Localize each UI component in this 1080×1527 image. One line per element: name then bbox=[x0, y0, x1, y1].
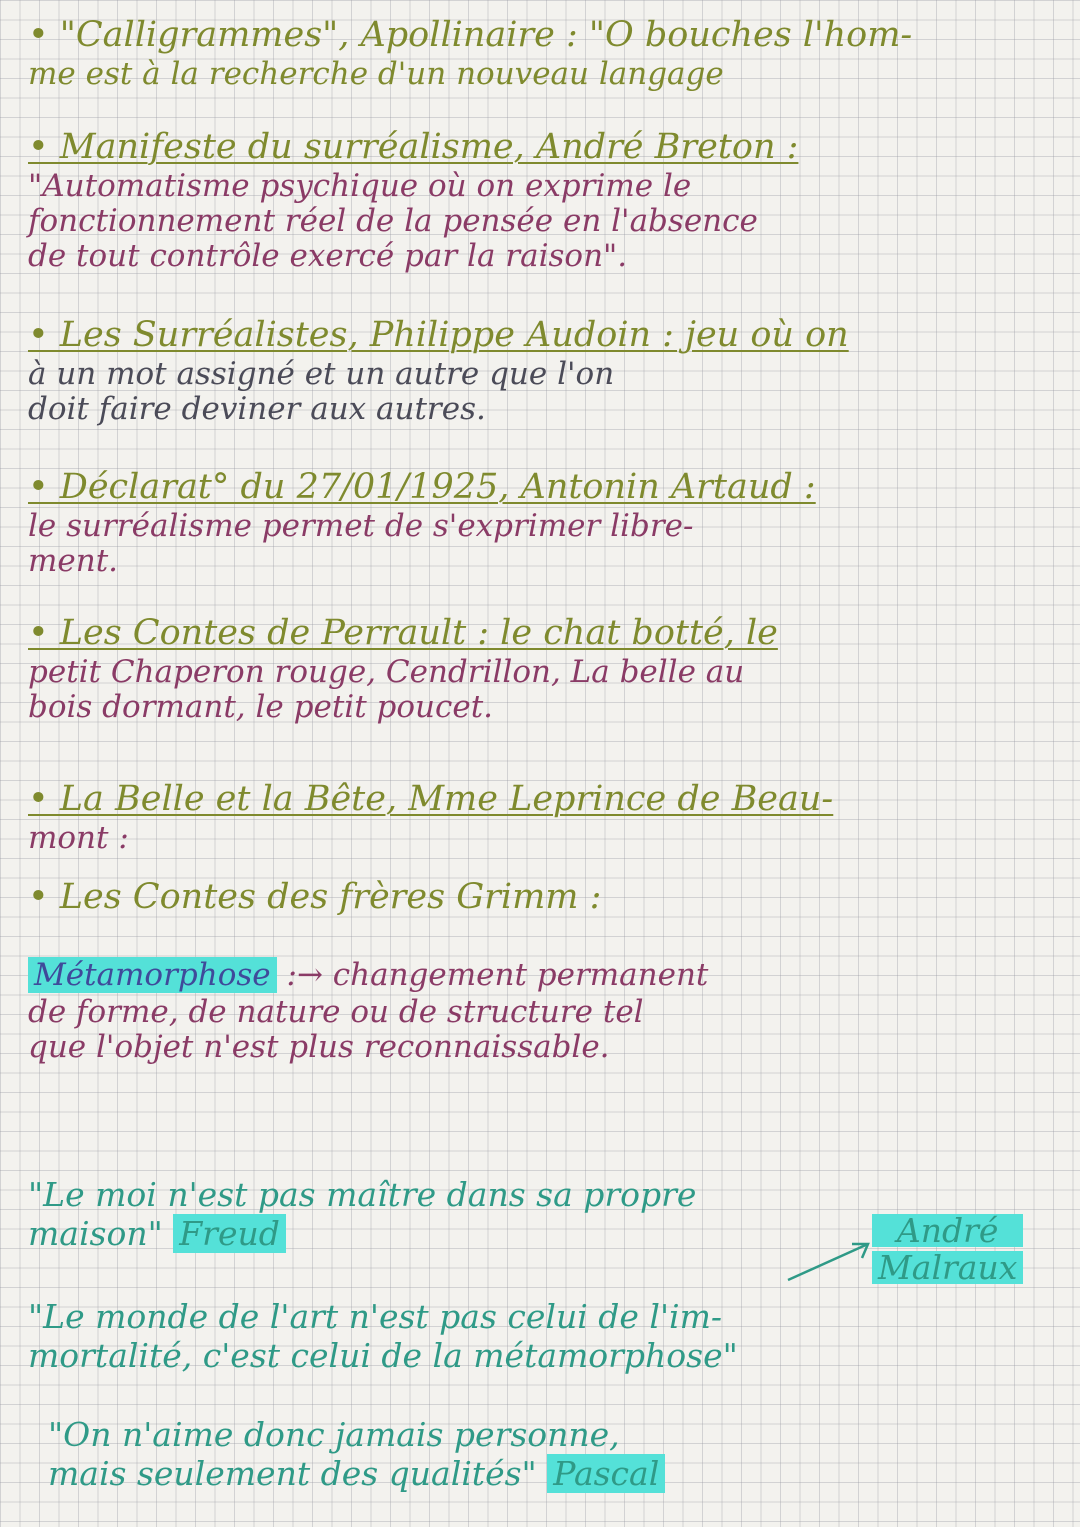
quote-text: maison" bbox=[28, 1214, 163, 1253]
entry-grimm bbox=[28, 877, 1058, 917]
entry-title: • Les Contes de Perrault : le chat botté, le bbox=[28, 613, 778, 653]
definition-text: de forme, de nature ou de structure tel bbox=[28, 994, 644, 1030]
entry-text: fonctionnement réel de la pensée en l'absence bbox=[28, 203, 758, 239]
entry-declaration bbox=[28, 467, 1058, 579]
quote-text: "On n'aime donc jamais personne, bbox=[48, 1415, 620, 1454]
entry-text: de tout contrôle exercé par la raison". bbox=[28, 238, 628, 274]
author-last-name: Malraux bbox=[872, 1251, 1023, 1284]
entry-manifeste bbox=[28, 127, 1058, 274]
definition-metamorphose bbox=[28, 957, 1058, 1065]
definition-text: que l'objet n'est plus reconnaissable. bbox=[28, 1029, 610, 1065]
arrow-icon bbox=[780, 1236, 880, 1286]
definition-text: changement permanent bbox=[332, 957, 709, 993]
entry-text: bois dormant, le petit poucet. bbox=[28, 689, 493, 725]
author-first-name: André bbox=[872, 1214, 1023, 1247]
entry-title: • Déclarat° du 27/01/1925, Antonin Artaud : bbox=[28, 467, 816, 507]
quote-malraux bbox=[28, 1297, 1058, 1375]
definition-arrow: :→ bbox=[286, 957, 323, 993]
quote-text: mortalité, c'est celui de la métamorphose" bbox=[28, 1336, 738, 1375]
entry-belle-bete bbox=[28, 779, 1058, 856]
entry-surrealistes bbox=[28, 315, 1058, 427]
quote-author: Pascal bbox=[547, 1454, 665, 1493]
entry-text: mont : bbox=[28, 820, 129, 856]
quote-text: "Le moi n'est pas maître dans sa propre bbox=[28, 1175, 697, 1214]
quote-text: "Le monde de l'art n'est pas celui de l'im- bbox=[28, 1297, 723, 1336]
entry-calligrammes bbox=[28, 15, 1058, 92]
entry-perrault bbox=[28, 613, 1058, 725]
entry-text: "Automatisme psychique où on exprime le bbox=[28, 168, 692, 204]
entry-text: ment. bbox=[28, 543, 119, 579]
entry-title: • Les Surréalistes, Philippe Audoin : jeu où on bbox=[28, 315, 849, 355]
quote-author-malraux bbox=[872, 1211, 1023, 1287]
entry-text: le surréalisme permet de s'exprimer libre- bbox=[28, 508, 694, 544]
entry-title: • "Calligrammes", Apollinaire : "O bouches l'hom- bbox=[28, 15, 913, 55]
entry-text: me est à la recherche d'un nouveau langage bbox=[28, 56, 724, 92]
entry-title: • Les Contes des frères Grimm : bbox=[28, 877, 602, 917]
quote-author: Freud bbox=[173, 1214, 286, 1253]
entry-title: • Manifeste du surréalisme, André Breton : bbox=[28, 127, 799, 167]
entry-text: à un mot assigné et un autre que l'on bbox=[28, 356, 615, 392]
entry-title: • La Belle et la Bête, Mme Leprince de Beau- bbox=[28, 779, 834, 819]
definition-term: Métamorphose bbox=[28, 957, 277, 993]
entry-text: petit Chaperon rouge, Cendrillon, La belle au bbox=[28, 654, 745, 690]
quote-text: mais seulement des qualités" bbox=[48, 1454, 537, 1493]
entry-text: doit faire deviner aux autres. bbox=[28, 391, 486, 427]
quote-pascal bbox=[48, 1415, 1078, 1493]
